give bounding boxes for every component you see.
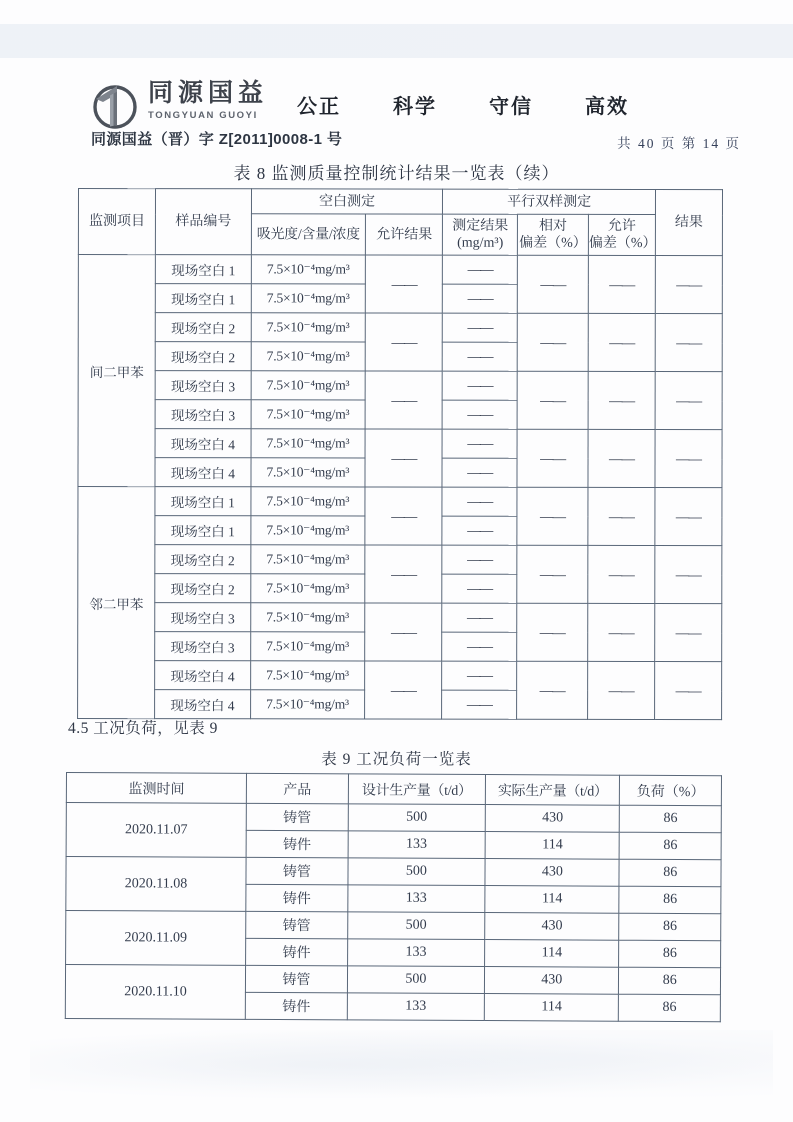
relative-deviation-dash: —— bbox=[517, 487, 588, 545]
header-parallel-determination: 平行双样测定 bbox=[443, 189, 656, 214]
header-measured-line1: 测定结果 bbox=[452, 218, 509, 234]
monitor-date-cell: 2020.11.10 bbox=[65, 965, 245, 1020]
operating-load-table bbox=[65, 772, 722, 1022]
header-load-percent: 负荷（%） bbox=[620, 775, 722, 805]
section-heading-45: 4.5 工况负荷，见表 9 bbox=[68, 720, 218, 737]
allowed-result-dash: —— bbox=[365, 487, 442, 545]
load-percent-cell: 86 bbox=[620, 805, 722, 832]
table-row bbox=[78, 661, 722, 691]
table-row bbox=[78, 429, 722, 459]
slogan-integrity: 守信 bbox=[489, 96, 533, 118]
sample-id-cell: 现场空白 3 bbox=[155, 400, 250, 429]
table8-title: 表 8 监测质量控制统计结果一览表（续） bbox=[233, 164, 560, 183]
table-row bbox=[66, 803, 721, 833]
allowed-result-dash: —— bbox=[365, 661, 442, 719]
relative-deviation-dash: —— bbox=[517, 371, 588, 429]
blank-value-cell: 7.5×10⁻⁴mg/m³ bbox=[250, 516, 365, 545]
sample-id-cell: 现场空白 4 bbox=[155, 661, 250, 690]
slogan-efficiency: 高效 bbox=[585, 96, 629, 118]
allowed-deviation-dash: —— bbox=[588, 371, 655, 429]
design-output-cell: 133 bbox=[348, 831, 486, 859]
load-percent-cell: 86 bbox=[619, 994, 721, 1021]
load-percent-cell: 86 bbox=[619, 940, 721, 967]
load-percent-cell: 86 bbox=[619, 913, 721, 940]
blank-value-cell: 7.5×10⁻⁴mg/m³ bbox=[251, 458, 366, 487]
sample-id-cell: 现场空白 2 bbox=[155, 313, 250, 342]
sample-id-cell: 现场空白 4 bbox=[155, 429, 250, 458]
relative-deviation-dash: —— bbox=[517, 429, 588, 487]
slogan-science: 科学 bbox=[393, 96, 437, 118]
table-row bbox=[78, 603, 722, 633]
sample-id-cell: 现场空白 2 bbox=[155, 545, 250, 574]
monitoring-item-cell: 邻二甲苯 bbox=[78, 487, 156, 719]
scan-artifact-band bbox=[30, 1030, 773, 1100]
result-dash: —— bbox=[655, 430, 722, 488]
company-slogans bbox=[297, 90, 629, 119]
monitor-date-cell: 2020.11.07 bbox=[66, 803, 246, 858]
allowed-deviation-dash: —— bbox=[588, 255, 655, 313]
allowed-deviation-dash: —— bbox=[588, 429, 655, 487]
sample-id-cell: 现场空白 1 bbox=[155, 516, 250, 545]
scan-artifact-band bbox=[0, 24, 793, 58]
sample-id-cell: 现场空白 1 bbox=[156, 255, 251, 284]
design-output-cell: 500 bbox=[347, 912, 485, 940]
design-output-cell: 500 bbox=[348, 804, 486, 832]
measured-result-dash: —— bbox=[443, 342, 518, 371]
product-cell: 铸管 bbox=[246, 857, 348, 884]
relative-deviation-dash: —— bbox=[517, 545, 588, 603]
allowed-result-dash: —— bbox=[365, 429, 442, 487]
sample-id-cell: 现场空白 3 bbox=[155, 603, 250, 632]
allowed-deviation-dash: —— bbox=[588, 313, 655, 371]
page-number-info: 共 40 页 第 14 页 bbox=[617, 136, 741, 151]
table9-title: 表 9 工况负荷一览表 bbox=[321, 751, 472, 768]
measured-result-dash: —— bbox=[442, 603, 517, 632]
measured-result-dash: —— bbox=[443, 284, 518, 313]
blank-value-cell: 7.5×10⁻⁴mg/m³ bbox=[250, 487, 365, 516]
header-relative-line1: 相对 bbox=[538, 218, 568, 234]
monitor-date-cell: 2020.11.08 bbox=[66, 857, 246, 912]
allowed-deviation-dash: —— bbox=[588, 603, 655, 661]
actual-output-cell: 114 bbox=[485, 886, 619, 914]
result-dash: —— bbox=[655, 662, 722, 720]
quality-control-stats-table bbox=[77, 188, 723, 720]
blank-value-cell: 7.5×10⁻⁴mg/m³ bbox=[251, 371, 366, 400]
result-dash: —— bbox=[655, 314, 722, 372]
table-row bbox=[65, 965, 720, 995]
header-monitoring-item: 监测项目 bbox=[78, 189, 155, 255]
actual-output-cell: 430 bbox=[485, 805, 619, 833]
relative-deviation-dash: —— bbox=[517, 255, 588, 313]
result-dash: —— bbox=[655, 546, 722, 604]
measured-result-dash: —— bbox=[442, 458, 517, 487]
measured-result-dash: —— bbox=[442, 516, 517, 545]
allowed-result-dash: —— bbox=[365, 255, 442, 313]
actual-output-cell: 114 bbox=[485, 832, 619, 860]
actual-output-cell: 430 bbox=[485, 859, 619, 887]
sample-id-cell: 现场空白 2 bbox=[155, 574, 250, 603]
measured-result-dash: —— bbox=[443, 400, 518, 429]
allowed-result-dash: —— bbox=[365, 313, 442, 371]
document-number: 同源国益（晋）字 Z[2011]0008-1 号 bbox=[91, 131, 343, 148]
blank-value-cell: 7.5×10⁻⁴mg/m³ bbox=[250, 632, 365, 661]
sample-id-cell: 现场空白 1 bbox=[156, 284, 251, 313]
measured-result-dash: —— bbox=[442, 632, 517, 661]
result-dash: —— bbox=[655, 604, 722, 662]
header-allowed-result: 允许结果 bbox=[366, 214, 443, 255]
result-dash: —— bbox=[655, 256, 722, 314]
logo-text bbox=[148, 80, 268, 121]
load-percent-cell: 86 bbox=[620, 832, 722, 859]
table-row bbox=[78, 371, 722, 401]
sample-id-cell: 现场空白 4 bbox=[155, 458, 250, 487]
relative-deviation-dash: —— bbox=[517, 313, 588, 371]
measured-result-dash: —— bbox=[442, 429, 517, 458]
header-monitor-time: 监测时间 bbox=[66, 773, 246, 804]
table-row bbox=[66, 911, 721, 941]
blank-value-cell: 7.5×10⁻⁴mg/m³ bbox=[250, 545, 365, 574]
actual-output-cell: 114 bbox=[484, 994, 618, 1022]
product-cell: 铸件 bbox=[246, 884, 348, 911]
actual-output-cell: 430 bbox=[485, 967, 619, 995]
result-dash: —— bbox=[655, 372, 722, 430]
product-cell: 铸件 bbox=[246, 938, 348, 965]
relative-deviation-dash: —— bbox=[517, 661, 588, 719]
header-actual-output: 实际生产量（t/d） bbox=[486, 775, 620, 806]
table-row bbox=[78, 545, 722, 575]
product-cell: 铸管 bbox=[246, 911, 348, 938]
measured-result-dash: —— bbox=[442, 661, 517, 690]
monitoring-item-cell: 间二甲苯 bbox=[78, 255, 156, 487]
blank-value-cell: 7.5×10⁻⁴mg/m³ bbox=[250, 661, 365, 690]
measured-result-dash: —— bbox=[442, 574, 517, 603]
header-measured-line2: (mg/m³) bbox=[457, 235, 504, 251]
allowed-deviation-dash: —— bbox=[588, 661, 655, 719]
sample-id-cell: 现场空白 4 bbox=[155, 690, 250, 719]
monitor-date-cell: 2020.11.09 bbox=[66, 911, 246, 966]
header-result: 结果 bbox=[655, 190, 722, 256]
blank-value-cell: 7.5×10⁻⁴mg/m³ bbox=[251, 400, 366, 429]
blank-value-cell: 7.5×10⁻⁴mg/m³ bbox=[250, 574, 365, 603]
blank-value-cell: 7.5×10⁻⁴mg/m³ bbox=[251, 255, 366, 284]
sample-id-cell: 现场空白 3 bbox=[155, 632, 250, 661]
measured-result-dash: —— bbox=[443, 371, 518, 400]
company-logo bbox=[90, 80, 268, 131]
sample-id-cell: 现场空白 2 bbox=[155, 342, 250, 371]
header-product: 产品 bbox=[246, 773, 348, 803]
load-percent-cell: 86 bbox=[619, 886, 721, 913]
header-allowed-dev-line2: 偏差（%） bbox=[588, 235, 657, 252]
blank-value-cell: 7.5×10⁻⁴mg/m³ bbox=[251, 342, 366, 371]
logo-name-en: TONGYUAN GUOYI bbox=[148, 110, 258, 121]
design-output-cell: 500 bbox=[348, 858, 486, 886]
design-output-cell: 133 bbox=[347, 939, 485, 967]
sample-id-cell: 现场空白 3 bbox=[155, 371, 250, 400]
measured-result-dash: —— bbox=[442, 487, 517, 516]
allowed-result-dash: —— bbox=[365, 545, 442, 603]
product-cell: 铸件 bbox=[246, 830, 348, 857]
allowed-deviation-dash: —— bbox=[588, 487, 655, 545]
header-blank-determination: 空白测定 bbox=[251, 189, 443, 214]
allowed-deviation-dash: —— bbox=[588, 545, 655, 603]
blank-value-cell: 7.5×10⁻⁴mg/m³ bbox=[250, 690, 365, 719]
header-allowed-deviation bbox=[588, 214, 655, 255]
product-cell: 铸件 bbox=[245, 992, 347, 1019]
header-allowed-dev-line1: 允许 bbox=[607, 218, 636, 234]
blank-value-cell: 7.5×10⁻⁴mg/m³ bbox=[251, 429, 366, 458]
header-measured-result bbox=[443, 214, 518, 255]
allowed-result-dash: —— bbox=[365, 603, 442, 661]
load-percent-cell: 86 bbox=[619, 967, 721, 994]
tongyuan-logo-icon bbox=[90, 81, 140, 131]
result-dash: —— bbox=[655, 488, 722, 546]
actual-output-cell: 114 bbox=[485, 940, 619, 968]
measured-result-dash: —— bbox=[442, 690, 517, 719]
blank-value-cell: 7.5×10⁻⁴mg/m³ bbox=[250, 603, 365, 632]
product-cell: 铸管 bbox=[246, 803, 348, 830]
design-output-cell: 133 bbox=[347, 993, 485, 1021]
table-row bbox=[78, 487, 722, 517]
measured-result-dash: —— bbox=[442, 545, 517, 574]
header-sample-id: 样品编号 bbox=[156, 189, 251, 255]
header-absorbance: 吸光度/含量/浓度 bbox=[251, 214, 366, 255]
logo-name-cn: 同源国益 bbox=[148, 79, 269, 107]
design-output-cell: 133 bbox=[347, 885, 485, 913]
table-row bbox=[78, 313, 722, 343]
table-row bbox=[66, 857, 721, 887]
design-output-cell: 500 bbox=[347, 966, 485, 994]
blank-value-cell: 7.5×10⁻⁴mg/m³ bbox=[251, 284, 366, 313]
table-row bbox=[78, 255, 722, 285]
blank-value-cell: 7.5×10⁻⁴mg/m³ bbox=[251, 313, 366, 342]
header-relative-line2: 偏差（%） bbox=[519, 235, 587, 251]
header-relative-deviation bbox=[518, 214, 589, 255]
load-percent-cell: 86 bbox=[619, 859, 721, 886]
measured-result-dash: —— bbox=[443, 255, 518, 284]
header-design-output: 设计生产量（t/d） bbox=[348, 774, 486, 805]
measured-result-dash: —— bbox=[443, 313, 518, 342]
actual-output-cell: 430 bbox=[485, 913, 619, 941]
slogan-fairness: 公正 bbox=[297, 96, 341, 118]
relative-deviation-dash: —— bbox=[517, 603, 588, 661]
allowed-result-dash: —— bbox=[365, 371, 442, 429]
product-cell: 铸管 bbox=[246, 965, 348, 992]
sample-id-cell: 现场空白 1 bbox=[155, 487, 250, 516]
